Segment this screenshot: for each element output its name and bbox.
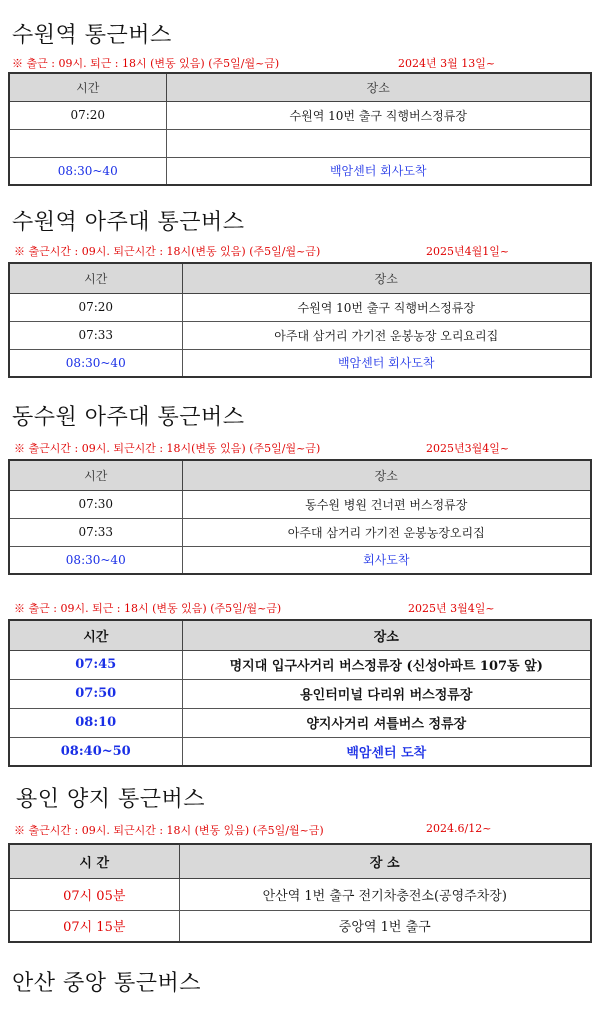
- section-title-dongsuwon-ajou: 동수원 아주대 통근버스: [12, 405, 245, 430]
- row-time: 07:30: [9, 490, 182, 518]
- row-place: 회사도착: [182, 546, 591, 574]
- row-time: 08:10: [9, 708, 182, 737]
- table-row: [9, 321, 591, 349]
- notice-text: ※ 출근시간 : 09시. 퇴근시간 : 18시(변동 있음) (주5일/월~금): [14, 442, 321, 455]
- section-title-suwon: 수원역 통근버스: [12, 23, 172, 48]
- schedule-table-yangji: [8, 843, 592, 943]
- row-place: 백암센터 회사도착: [182, 349, 591, 377]
- row-time: [9, 129, 166, 157]
- row-time: 07시 15분: [9, 910, 179, 942]
- row-place: 용인터미널 다리위 버스정류장: [182, 679, 591, 708]
- effective-date: 2024년 3월 13일~: [398, 57, 496, 70]
- schedule-notice: [14, 243, 510, 259]
- table-row: [9, 101, 591, 129]
- schedule-notice: [12, 55, 496, 71]
- row-time: 08:40~50: [9, 737, 182, 766]
- effective-date: 2025년3월4일~: [426, 442, 510, 455]
- row-time: 07시 05분: [9, 878, 179, 910]
- schedule-table-suwon-ajou: [8, 262, 592, 378]
- table-row: [9, 490, 591, 518]
- table-row: [9, 518, 591, 546]
- row-time: 08:30~40: [9, 546, 182, 574]
- row-time: 08:30~40: [9, 157, 166, 185]
- table-row: [9, 349, 591, 377]
- table-row: [9, 878, 591, 910]
- table-row: [9, 546, 591, 574]
- schedule-table-yongin: [8, 619, 592, 767]
- row-place: 수원역 10번 출구 직행버스정류장: [166, 101, 591, 129]
- row-time: 08:30~40: [9, 349, 182, 377]
- notice-text: ※ 출근시간 : 09시. 퇴근시간 : 18시 (변동 있음) (주5일/월~금): [14, 824, 324, 837]
- header-place: 장 소: [179, 844, 591, 878]
- table-row: [9, 157, 591, 185]
- row-place: 아주대 삼거리 가기전 운봉농장오리집: [182, 518, 591, 546]
- row-place: 안산역 1번 출구 전기차충전소(공영주차장): [179, 878, 591, 910]
- row-place: 동수원 병원 건너편 버스정류장: [182, 490, 591, 518]
- row-time: 07:33: [9, 321, 182, 349]
- header-time: 시간: [9, 263, 182, 293]
- row-time: 07:50: [9, 679, 182, 708]
- header-time: 시간: [9, 460, 182, 490]
- row-time: 07:20: [9, 293, 182, 321]
- notice-text: ※ 출근시간 : 09시. 퇴근시간 : 18시(변동 있음) (주5일/월~금): [14, 245, 321, 258]
- table-row: [9, 737, 591, 766]
- section-title-yongin-yangji: 용인 양지 통근버스: [16, 787, 206, 812]
- row-place: 양지사거리 셔틀버스 정류장: [182, 708, 591, 737]
- section-title-ansan-jungang: 안산 중앙 통근버스: [12, 971, 202, 996]
- row-place: 중앙역 1번 출구: [179, 910, 591, 942]
- section-title-suwon-ajou: 수원역 아주대 통근버스: [12, 210, 245, 235]
- row-place: 수원역 10번 출구 직행버스정류장: [182, 293, 591, 321]
- header-time: 시간: [9, 73, 166, 101]
- header-time: 시 간: [9, 844, 179, 878]
- header-time: 시간: [9, 620, 182, 650]
- effective-date: 2024.6/12~: [426, 822, 492, 835]
- header-place: 장소: [182, 460, 591, 490]
- table-row: [9, 650, 591, 679]
- row-place: 아주대 삼거리 가기전 운봉농장 오리요리집: [182, 321, 591, 349]
- table-row: [9, 910, 591, 942]
- row-time: 07:20: [9, 101, 166, 129]
- schedule-table-dongsuwon-ajou: [8, 459, 592, 575]
- table-row: [9, 129, 591, 157]
- row-time: 07:45: [9, 650, 182, 679]
- row-place: 명지대 입구사거리 버스정류장 (신성아파트 107동 앞): [182, 650, 591, 679]
- row-time: 07:33: [9, 518, 182, 546]
- effective-date: 2025년4월1일~: [426, 245, 510, 258]
- table-row: [9, 293, 591, 321]
- schedule-notice: [14, 822, 492, 838]
- schedule-notice: [14, 440, 510, 456]
- notice-text: ※ 출근 : 09시. 퇴근 : 18시 (변동 있음) (주5일/월~금): [14, 602, 282, 615]
- schedule-table-suwon: [8, 72, 592, 186]
- table-row: [9, 708, 591, 737]
- row-place: 백암센터 도착: [182, 737, 591, 766]
- table-row: [9, 679, 591, 708]
- header-place: 장소: [182, 263, 591, 293]
- row-place: 백암센터 회사도착: [166, 157, 591, 185]
- row-place: [166, 129, 591, 157]
- header-place: 장소: [166, 73, 591, 101]
- schedule-notice: [14, 600, 495, 616]
- effective-date: 2025년 3월4일~: [408, 602, 495, 615]
- header-place: 장소: [182, 620, 591, 650]
- notice-text: ※ 출근 : 09시. 퇴근 : 18시 (변동 있음) (주5일/월~금): [12, 57, 280, 70]
